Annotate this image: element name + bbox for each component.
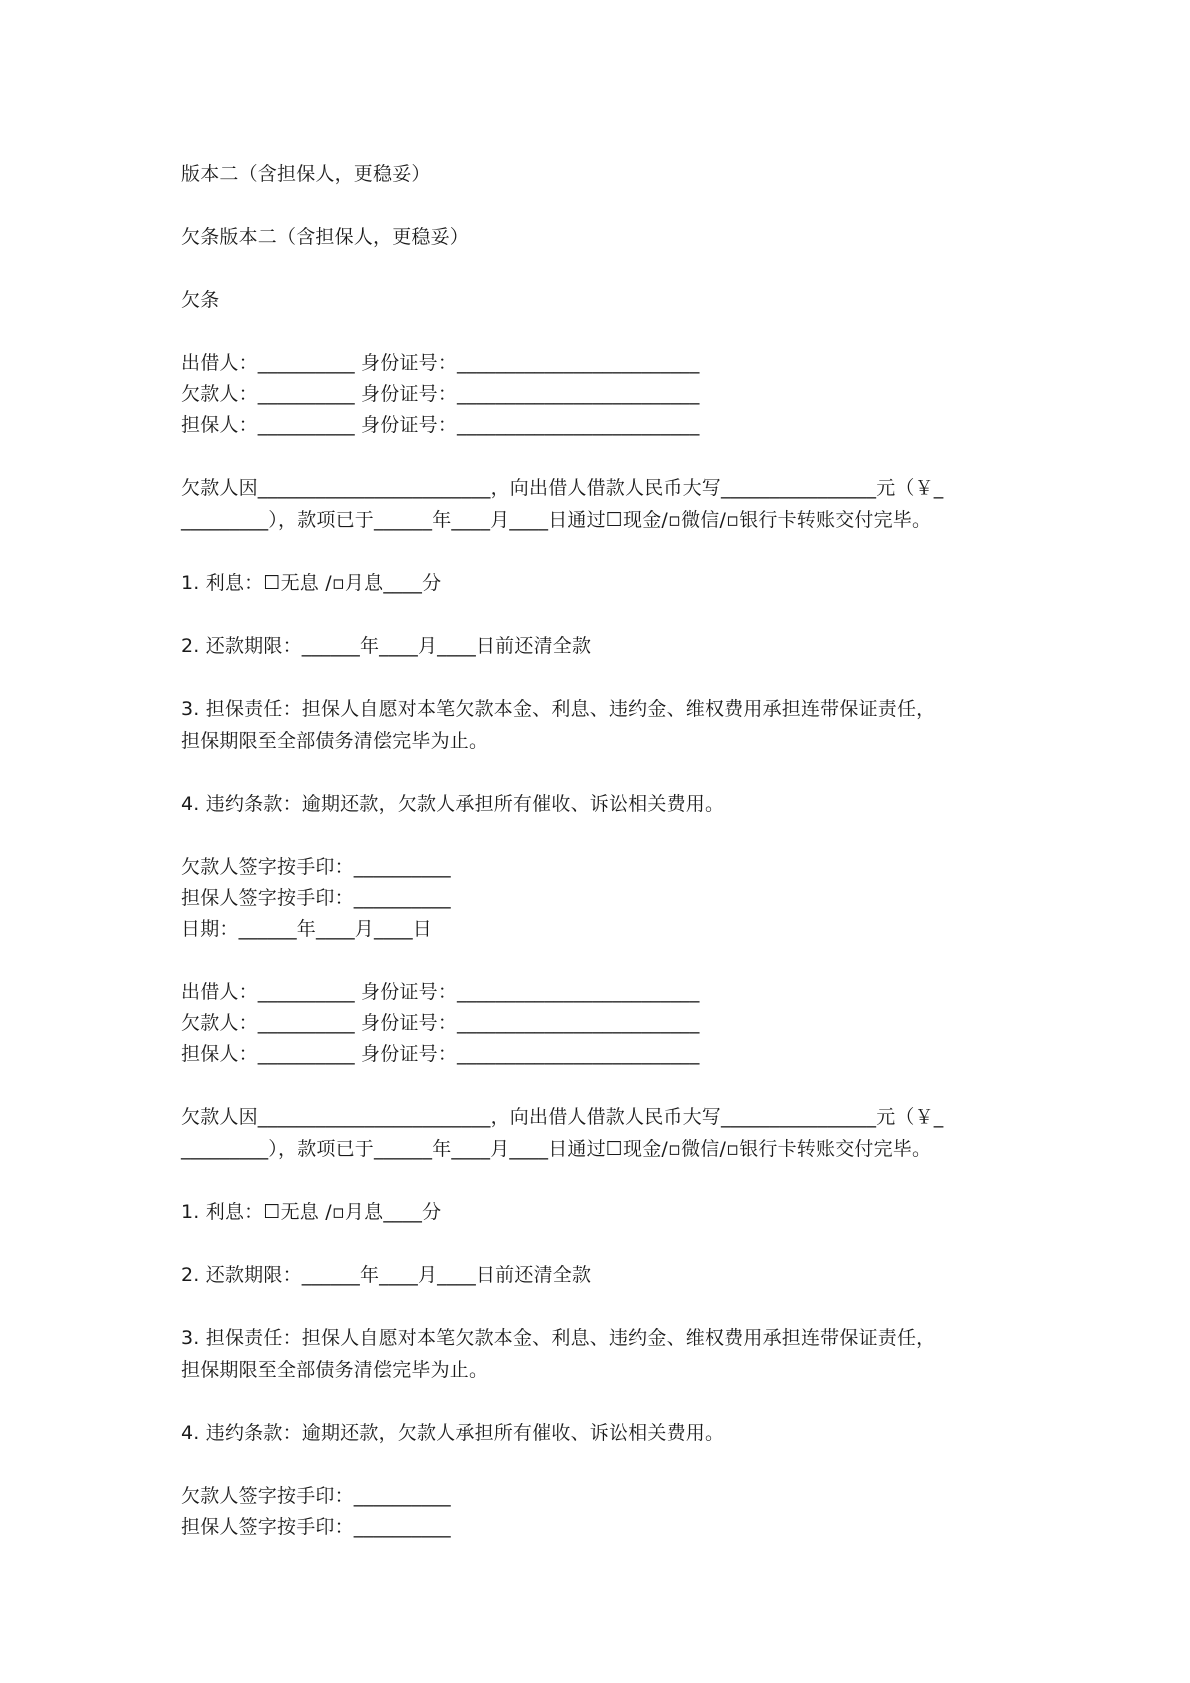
document-title: 版本二（含担保人，更稳妥） <box>181 163 431 185</box>
loan-statement-line: 欠款人因________________________，向出借人借款人民币大写________________元（￥_ <box>181 1106 944 1128</box>
lender-line: 出借人：__________ 身份证号：_________________________ <box>181 981 700 1003</box>
guarantor-line: 担保人：__________ 身份证号：_________________________ <box>181 1043 700 1065</box>
lender-line: 出借人：__________ 身份证号：_________________________ <box>181 352 700 374</box>
date-line: 日期：______年____月____日 <box>181 918 433 940</box>
debtor-signature-line: 欠款人签字按手印：__________ <box>181 1485 451 1507</box>
clause-interest: 1. 利息：☐无息 /▫月息____分 <box>181 1201 442 1223</box>
clause-repayment: 2. 还款期限：______年____月____日前还清全款 <box>181 1264 592 1286</box>
clause-repayment: 2. 还款期限：______年____月____日前还清全款 <box>181 635 592 657</box>
clause-guarantee: 3. 担保责任：担保人自愿对本笔欠款本金、利息、违约金、维权费用承担连带保证责任， <box>181 698 936 720</box>
clause-guarantee: 担保期限至全部债务清偿完毕为止。 <box>181 1359 489 1381</box>
loan-statement-line: _________），款项已于______年____月____日通过☐现金/▫微信/▫银行卡转账交付完毕。 <box>181 1138 932 1160</box>
document-heading: 欠条 <box>181 289 220 311</box>
guarantor-signature-line: 担保人签字按手印：__________ <box>181 887 451 909</box>
clause-guarantee: 担保期限至全部债务清偿完毕为止。 <box>181 730 489 752</box>
debtor-line: 欠款人：__________ 身份证号：_________________________ <box>181 383 700 405</box>
guarantor-line: 担保人：__________ 身份证号：_________________________ <box>181 414 700 436</box>
loan-statement-line: 欠款人因________________________，向出借人借款人民币大写________________元（￥_ <box>181 477 944 499</box>
clause-breach: 4. 违约条款：逾期还款，欠款人承担所有催收、诉讼相关费用。 <box>181 1422 725 1444</box>
clause-guarantee: 3. 担保责任：担保人自愿对本笔欠款本金、利息、违约金、维权费用承担连带保证责任， <box>181 1327 936 1349</box>
debtor-line: 欠款人：__________ 身份证号：_________________________ <box>181 1012 700 1034</box>
guarantor-signature-line: 担保人签字按手印：__________ <box>181 1516 451 1538</box>
document-subtitle: 欠条版本二（含担保人，更稳妥） <box>181 226 470 248</box>
loan-statement-line: _________），款项已于______年____月____日通过☐现金/▫微信/▫银行卡转账交付完毕。 <box>181 509 932 531</box>
clause-breach: 4. 违约条款：逾期还款，欠款人承担所有催收、诉讼相关费用。 <box>181 793 725 815</box>
debtor-signature-line: 欠款人签字按手印：__________ <box>181 856 451 878</box>
clause-interest: 1. 利息：☐无息 /▫月息____分 <box>181 572 442 594</box>
